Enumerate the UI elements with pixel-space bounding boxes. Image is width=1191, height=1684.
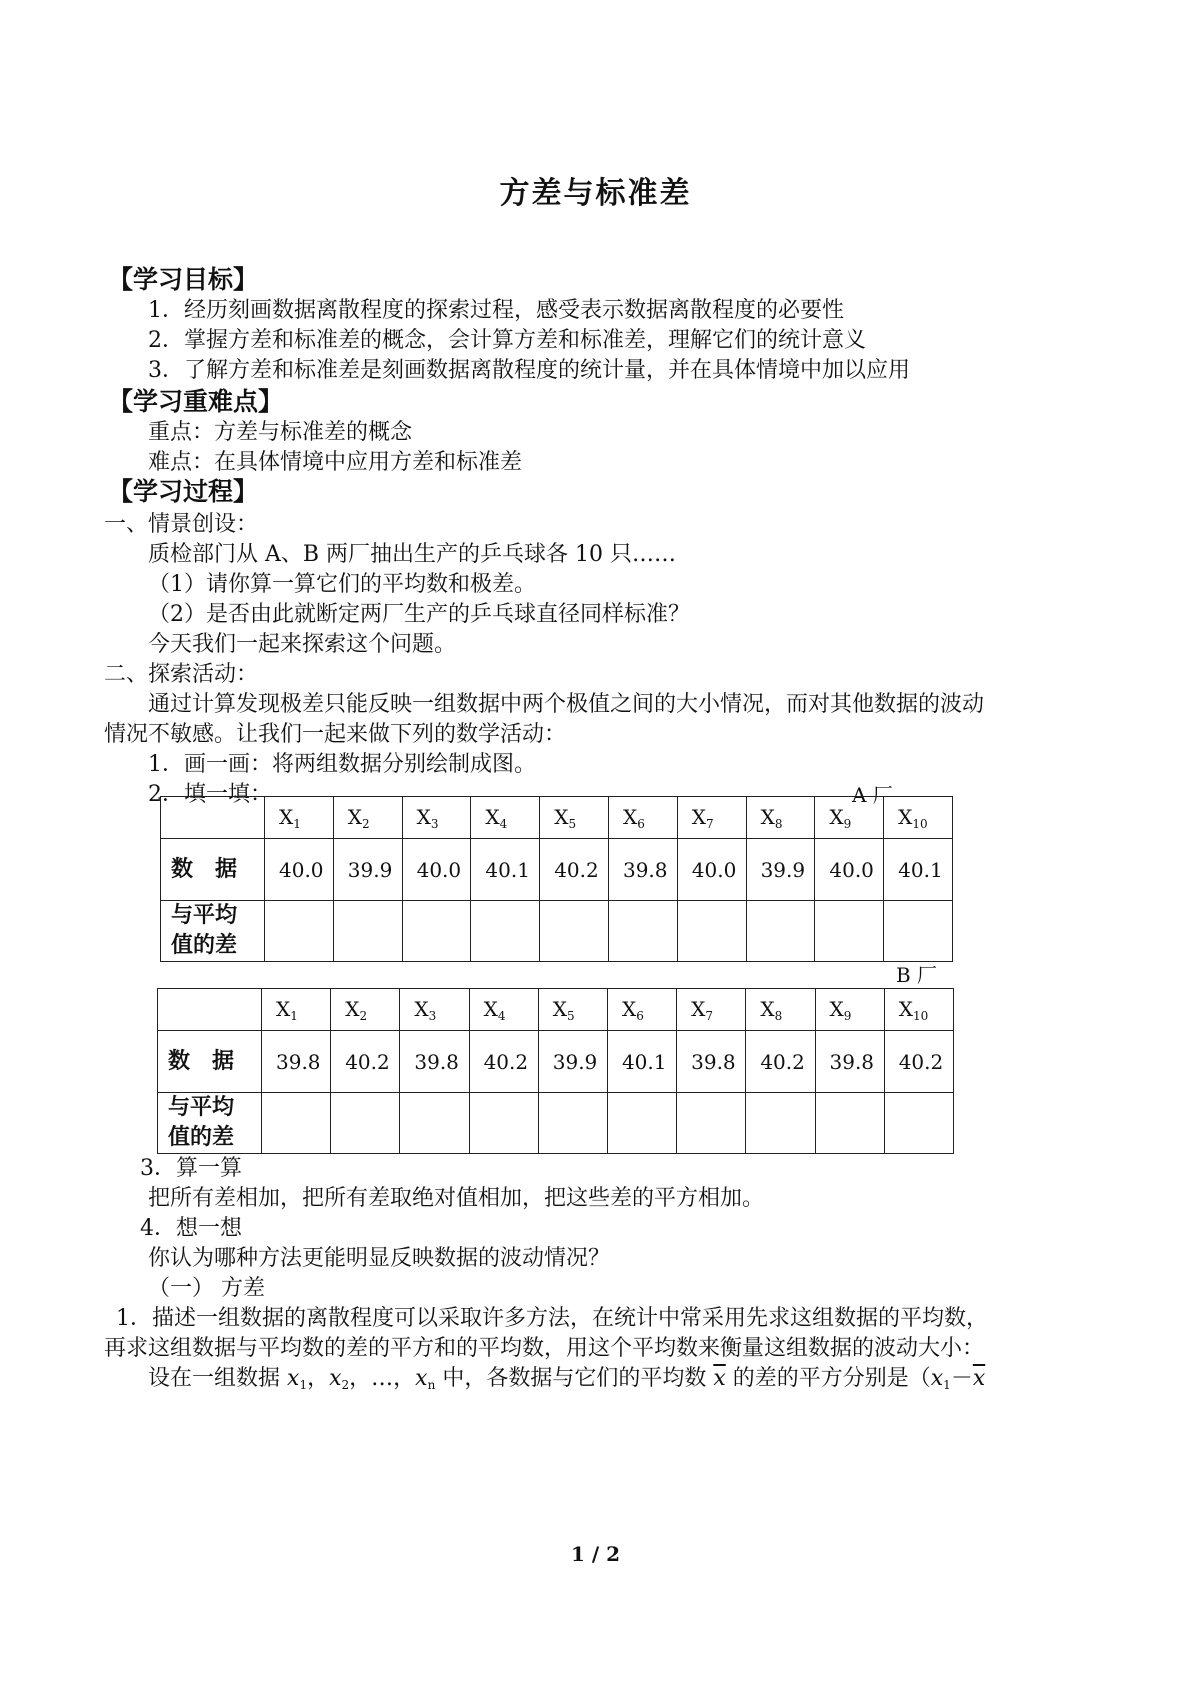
diff-cell: [746, 901, 815, 962]
step-think: 4．想一想: [140, 1216, 242, 1241]
header-cell: $X_8$: [746, 797, 815, 839]
header-cell: $X_5$: [540, 797, 609, 839]
factory-b-label: B 厂: [896, 963, 938, 987]
data-cell: 39.8: [608, 839, 677, 901]
table-data-row: [158, 1031, 954, 1093]
data-cell: 39.8: [400, 1031, 469, 1093]
header-cell: $X_9$: [815, 797, 884, 839]
key-point-item: 难点：在具体情境中应用方差和标准差: [148, 450, 523, 475]
header-cell: $X_4$: [471, 797, 540, 839]
header-cell: $X_5$: [538, 989, 607, 1031]
data-cell: 40.2: [746, 1031, 815, 1093]
page-number: 1 / 2: [570, 1542, 621, 1566]
diff-cell: [540, 901, 609, 962]
data-cell: 40.0: [265, 839, 334, 901]
part2-heading: 二、探索活动：: [104, 662, 259, 687]
table-diff-row: [161, 901, 953, 962]
header-cell: $X_{10}$: [884, 797, 953, 839]
diff-cell: [677, 901, 746, 962]
part2-intro: 情况不敏感。让我们一起来做下列的数学活动：: [104, 722, 567, 747]
variance-heading: （一） 方差: [148, 1276, 265, 1301]
diff-cell: [815, 901, 884, 962]
data-row-label: 数 据: [158, 1031, 262, 1093]
data-cell: 40.2: [540, 839, 609, 901]
data-row-label: 数 据: [161, 839, 265, 901]
key-points-heading: 【学习重难点】: [108, 387, 284, 416]
diff-cell: [469, 1093, 538, 1154]
factory-b-table: [157, 988, 954, 1154]
data-cell: 40.1: [607, 1031, 676, 1093]
goal-item: 2．掌握方差和标准差的概念，会计算方差和标准差，理解它们的统计意义: [148, 328, 866, 353]
step-calc: 3．算一算: [140, 1156, 242, 1181]
page-title: 方差与标准差: [499, 176, 692, 211]
header-cell: $X_3$: [400, 989, 469, 1031]
data-cell: 40.0: [677, 839, 746, 901]
process-heading: 【学习过程】: [108, 477, 259, 506]
data-cell: 40.2: [469, 1031, 538, 1093]
factory-a-table: [160, 796, 953, 962]
diff-cell: [331, 1093, 400, 1154]
header-cell: $X_1$: [262, 989, 331, 1031]
diff-cell: [608, 901, 677, 962]
table-corner-cell: [161, 797, 265, 839]
header-cell: $X_7$: [677, 989, 746, 1031]
diff-cell: [538, 1093, 607, 1154]
data-cell: 40.0: [815, 839, 884, 901]
header-cell: $X_1$: [265, 797, 334, 839]
header-cell: $X_6$: [608, 797, 677, 839]
part1-heading: 一、情景创设：: [104, 512, 259, 537]
diff-cell: [262, 1093, 331, 1154]
table-data-row: [161, 839, 953, 901]
factory-a-label: A 厂: [852, 783, 893, 807]
step-draw: 1．画一画：将两组数据分别绘制成图。: [148, 752, 536, 777]
variance-paragraph: 1．描述一组数据的离散程度可以采取许多方法，在统计中常采用先求这组数据的平均数，: [116, 1306, 989, 1331]
header-cell: $X_7$: [677, 797, 746, 839]
header-cell: $X_2$: [333, 797, 402, 839]
data-cell: 39.8: [677, 1031, 746, 1093]
diff-cell: [815, 1093, 884, 1154]
diff-row-label: 与平均 值的差: [158, 1093, 262, 1154]
diff-cell: [884, 901, 953, 962]
diff-cell: [265, 901, 334, 962]
data-cell: 39.8: [262, 1031, 331, 1093]
part1-line: （2）是否由此就断定两厂生产的乒乓球直径同样标准？: [148, 602, 690, 627]
header-cell: $X_6$: [607, 989, 676, 1031]
header-cell: $X_8$: [746, 989, 815, 1031]
data-cell: 40.0: [402, 839, 471, 901]
variance-definition-line: 设在一组数据 $x_1$，$x_2$，…，$x_n$ 中，各数据与它们的平均数 $\overline{x}$ 的差的平方分别是（$x_1-\overline{x}$: [148, 1366, 986, 1392]
data-cell: 40.1: [471, 839, 540, 901]
part1-line: 质检部门从 A、B 两厂抽出生产的乒乓球各 10 只……: [148, 542, 677, 567]
diff-cell: [746, 1093, 815, 1154]
goal-item: 1．经历刻画数据离散程度的探索过程，感受表示数据离散程度的必要性: [148, 298, 844, 323]
table-diff-row: [158, 1093, 954, 1154]
diff-cell: [884, 1093, 953, 1154]
data-cell: 40.2: [884, 1031, 953, 1093]
table-corner-cell: [158, 989, 262, 1031]
data-cell: 40.2: [331, 1031, 400, 1093]
diff-cell: [471, 901, 540, 962]
header-cell: $X_9$: [815, 989, 884, 1031]
variance-paragraph: 再求这组数据与平均数的差的平方和的平均数，用这个平均数来衡量这组数据的波动大小：: [104, 1336, 985, 1361]
table-header-row: [158, 989, 954, 1031]
part1-line: （1）请你算一算它们的平均数和极差。: [148, 572, 536, 597]
data-cell: 39.9: [538, 1031, 607, 1093]
header-cell: $X_3$: [402, 797, 471, 839]
diff-cell: [400, 1093, 469, 1154]
step-calc-text: 把所有差相加，把所有差取绝对值相加，把这些差的平方相加。: [148, 1186, 765, 1211]
table-header-row: [161, 797, 953, 839]
part2-intro: 通过计算发现极差只能反映一组数据中两个极值之间的大小情况，而对其他数据的波动: [148, 692, 985, 717]
header-cell: $X_{10}$: [884, 989, 953, 1031]
data-cell: 40.1: [884, 839, 953, 901]
header-cell: $X_2$: [331, 989, 400, 1031]
data-cell: 39.9: [333, 839, 402, 901]
goals-heading: 【学习目标】: [108, 265, 259, 294]
header-cell: $X_4$: [469, 989, 538, 1031]
diff-cell: [333, 901, 402, 962]
diff-cell: [677, 1093, 746, 1154]
step-fill: 2．填一填：: [148, 782, 272, 807]
step-think-text: 你认为哪种方法更能明显反映数据的波动情况？: [148, 1246, 611, 1271]
diff-row-label: 与平均 值的差: [161, 901, 265, 962]
key-point-item: 重点：方差与标准差的概念: [148, 420, 413, 445]
diff-cell: [607, 1093, 676, 1154]
part1-line: 今天我们一起来探索这个问题。: [148, 632, 457, 657]
data-cell: 39.9: [746, 839, 815, 901]
data-cell: 39.8: [815, 1031, 884, 1093]
diff-cell: [402, 901, 471, 962]
goal-item: 3．了解方差和标准差是刻画数据离散程度的统计量，并在具体情境中加以应用: [148, 358, 910, 383]
